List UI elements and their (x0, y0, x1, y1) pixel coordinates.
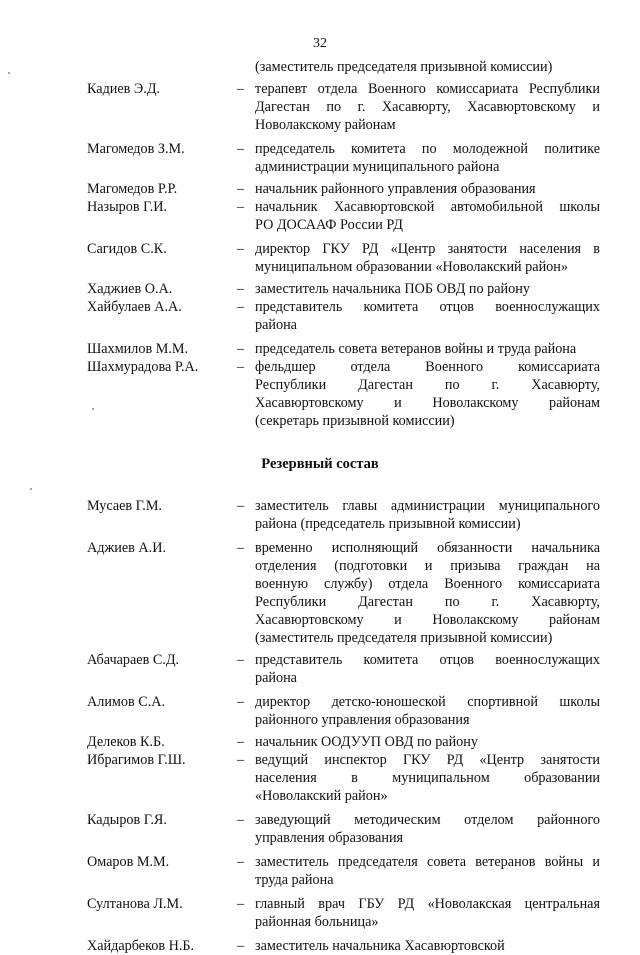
member-position (255, 651, 600, 687)
position-line: Республики Дагестан по г. Хасавюрту, (255, 377, 600, 393)
position-line: директор ГКУ РД «Центр занятости населения в (255, 241, 600, 257)
position-line: председатель совета ветеранов войны и труда района (255, 341, 577, 357)
dash-separator: – (237, 812, 245, 828)
member-row (0, 539, 640, 647)
member-name: Магомедов Р.Р. (87, 181, 178, 197)
member-name: Хаджиев О.А. (87, 281, 173, 297)
dash-separator: – (237, 938, 245, 954)
dash-separator: – (237, 341, 245, 357)
position-line: главный врач ГБУ РД «Новолакская центральная (255, 896, 600, 912)
commission-list (0, 58, 640, 955)
position-line: заместитель председателя совета ветеранов войны и (255, 854, 600, 870)
position-line: управления образования (255, 830, 404, 846)
page-number: 32 (313, 36, 327, 51)
member-row (0, 751, 640, 805)
position-line: представитель комитета отцов военнослужащих (255, 299, 600, 315)
position-line: ведущий инспектор ГКУ РД «Центр занятости (255, 752, 600, 768)
member-position (255, 180, 600, 198)
dash-separator: – (237, 498, 245, 514)
member-position (255, 539, 600, 647)
member-row (0, 80, 640, 134)
dash-separator: – (237, 359, 245, 375)
member-row (0, 693, 640, 729)
member-row (0, 198, 640, 234)
member-name: Султанова Л.М. (87, 896, 183, 912)
dash-separator: – (237, 141, 245, 157)
position-line: Хасавюртовскому и Новолакскому районам (255, 612, 600, 628)
position-line: Республики Дагестан по г. Хасавюрту, (255, 594, 600, 610)
position-line: Новолакскому районам (255, 117, 396, 133)
member-position (255, 280, 600, 298)
reserve-section-title: Резервный состав (261, 456, 379, 472)
member-position (255, 811, 600, 847)
dash-separator: – (237, 81, 245, 97)
position-line: администрации муниципального района (255, 159, 500, 175)
member-row (0, 298, 640, 334)
position-line: районного управления образования (255, 712, 470, 728)
member-name: Мусаев Г.М. (87, 498, 162, 514)
main-composition-list (0, 58, 640, 430)
position-line: заместитель начальника Хасавюртовской (255, 938, 505, 954)
dash-separator: – (237, 854, 245, 870)
dash-separator: – (237, 540, 245, 556)
position-line: «Новолакский район» (255, 788, 388, 804)
member-row (0, 280, 640, 298)
position-line: начальник районного управления образования (255, 181, 536, 197)
member-position (255, 340, 600, 358)
dash-separator: – (237, 694, 245, 710)
member-position (255, 733, 600, 751)
member-position (255, 937, 600, 955)
position-line: населения в муниципальном образовании (255, 770, 600, 786)
reserve-section (0, 456, 640, 473)
position-line: военную службу) отдела Военного комиссариата (255, 576, 600, 592)
member-row (0, 895, 640, 931)
position-line: отделения (подготовки и призыва граждан на (255, 558, 600, 574)
position-line: труда района (255, 872, 334, 888)
dash-separator: – (237, 241, 245, 257)
member-name: Кадиев Э.Д. (87, 81, 161, 97)
member-name: Алимов С.А. (87, 694, 166, 710)
position-line: начальник ООДУУП ОВД по району (255, 734, 478, 750)
position-line: председатель комитета по молодежной политике (255, 141, 600, 157)
member-row (0, 937, 640, 955)
position-line: представитель комитета отцов военнослужащих (255, 652, 600, 668)
position-line: фельдшер отдела Военного комиссариата (255, 359, 600, 375)
member-row (0, 733, 640, 751)
member-name: Хайдарбеков Н.Б. (87, 938, 195, 954)
member-name: Абачараев С.Д. (87, 652, 180, 668)
member-row (0, 58, 640, 76)
position-line: заместитель начальника ПОБ ОВД по району (255, 281, 530, 297)
member-name: Хайбулаев А.А. (87, 299, 182, 315)
member-name: Делеков К.Б. (87, 734, 165, 750)
member-row (0, 240, 640, 276)
position-line: Хасавюртовскому и Новолакскому районам (255, 395, 600, 411)
dash-separator: – (237, 752, 245, 768)
member-position (255, 298, 600, 334)
position-line: (заместитель председателя призывной комиссии) (255, 630, 553, 646)
position-line: района (председатель призывной комиссии) (255, 516, 521, 532)
position-line: района (255, 670, 297, 686)
member-row (0, 180, 640, 198)
member-position (255, 358, 600, 430)
scan-speck (8, 72, 10, 74)
position-line: Дагестан по г. Хасавюрту, Хасавюртовскому и (255, 99, 600, 115)
member-position (255, 853, 600, 889)
dash-separator: – (237, 281, 245, 297)
member-row (0, 853, 640, 889)
member-row (0, 140, 640, 176)
dash-separator: – (237, 652, 245, 668)
dash-separator: – (237, 734, 245, 750)
member-position (255, 240, 600, 276)
position-line: районная больница» (255, 914, 379, 930)
member-name: Кадыров Г.Я. (87, 812, 167, 828)
member-row (0, 340, 640, 358)
member-name: Омаров М.М. (87, 854, 170, 870)
member-position (255, 895, 600, 931)
position-line: директор детско-юношеской спортивной школы (255, 694, 600, 710)
dash-separator: – (237, 896, 245, 912)
position-line: временно исполняющий обязанности начальника (255, 540, 600, 556)
position-line: РО ДОСААФ России РД (255, 217, 403, 233)
position-line: заведующий методическим отделом районного (255, 812, 600, 828)
member-position (255, 497, 600, 533)
member-position (255, 80, 600, 134)
member-row (0, 358, 640, 430)
dash-separator: – (237, 299, 245, 315)
member-position (255, 751, 600, 805)
member-name: Шахмилов М.М. (87, 341, 189, 357)
member-position (255, 198, 600, 234)
member-row (0, 811, 640, 847)
position-line: муниципальном образовании «Новолакский район» (255, 259, 568, 275)
member-position (255, 58, 600, 76)
position-line: терапевт отдела Военного комиссариата Республики (255, 81, 600, 97)
member-name: Сагидов С.К. (87, 241, 167, 257)
dash-separator: – (237, 199, 245, 215)
member-row (0, 497, 640, 533)
member-name: Аджиев А.И. (87, 540, 166, 556)
member-name: Назыров Г.И. (87, 199, 168, 215)
member-position (255, 693, 600, 729)
position-line: начальник Хасавюртовской автомобильной школы (255, 199, 600, 215)
scan-speck (92, 408, 94, 410)
dash-separator: – (237, 181, 245, 197)
member-name: Шахмурадова Р.А. (87, 359, 199, 375)
member-name: Магомедов З.М. (87, 141, 185, 157)
scan-speck (30, 488, 32, 490)
position-line: заместитель главы администрации муниципального (255, 498, 600, 514)
position-line: (секретарь призывной комиссии) (255, 413, 455, 429)
member-position (255, 140, 600, 176)
reserve-composition-list (0, 497, 640, 955)
position-line: (заместитель председателя призывной комиссии) (255, 59, 553, 75)
position-line: района (255, 317, 297, 333)
member-row (0, 651, 640, 687)
member-name: Ибрагимов Г.Ш. (87, 752, 186, 768)
